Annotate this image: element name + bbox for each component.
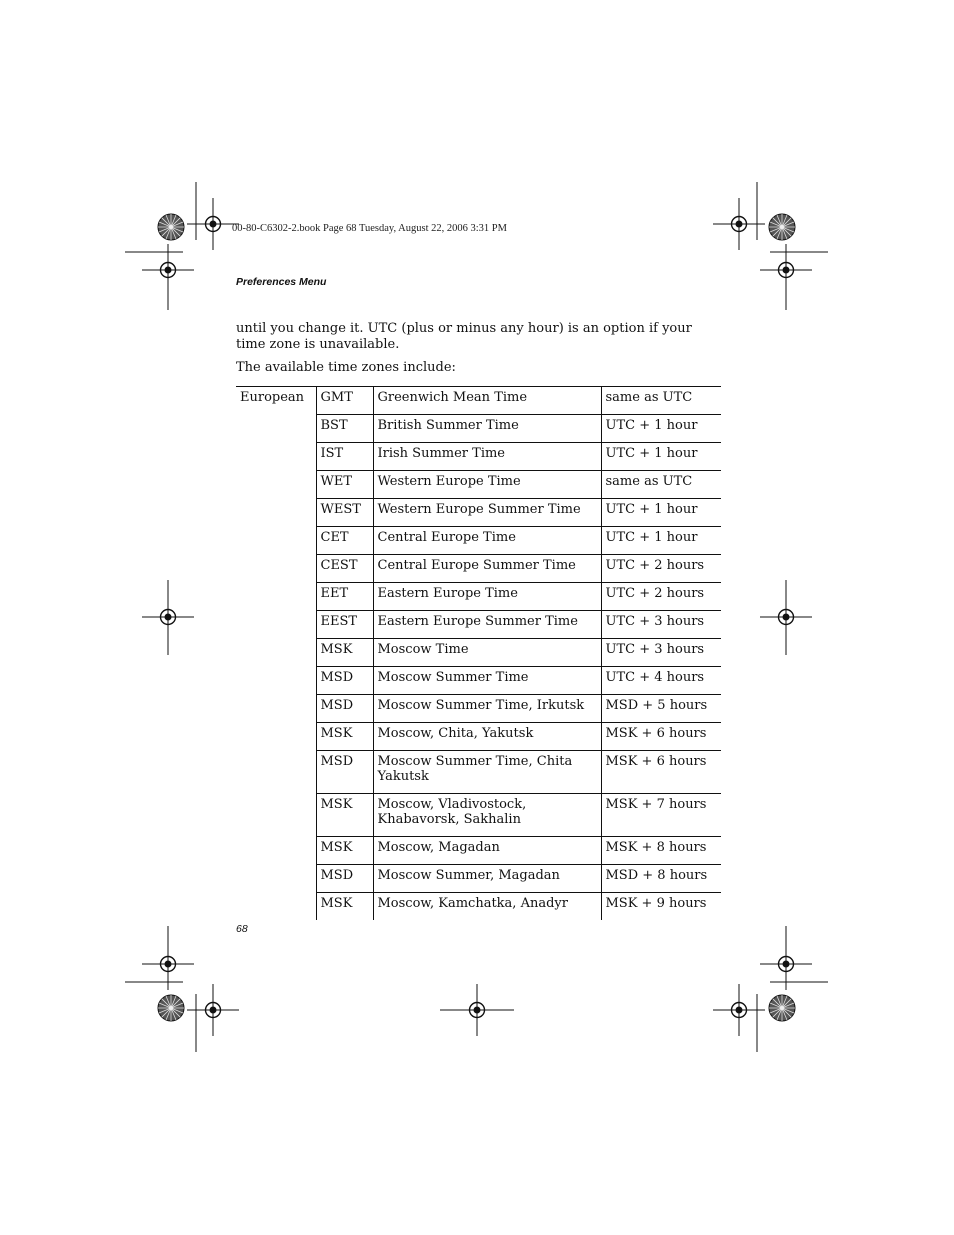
zone-offset-cell: UTC + 3 hours	[601, 639, 721, 667]
table-row	[236, 751, 721, 794]
table-row	[236, 583, 721, 611]
zone-name-cell: Moscow, Vladivostock, Khabavorsk, Sakhalin	[373, 794, 601, 837]
table-row	[236, 723, 721, 751]
zone-name-cell: Western Europe Summer Time	[373, 499, 601, 527]
zone-offset-cell: MSK + 8 hours	[601, 837, 721, 865]
zone-offset-cell: same as UTC	[601, 471, 721, 499]
table-row	[236, 443, 721, 471]
zone-offset-cell: UTC + 3 hours	[601, 611, 721, 639]
table-row	[236, 499, 721, 527]
zone-offset-cell: UTC + 2 hours	[601, 555, 721, 583]
table-row	[236, 471, 721, 499]
region-cell	[236, 499, 316, 527]
zone-code-cell: WET	[316, 471, 373, 499]
region-cell	[236, 415, 316, 443]
table-row	[236, 527, 721, 555]
region-cell	[236, 865, 316, 893]
zone-name-cell: Moscow, Kamchatka, Anadyr	[373, 893, 601, 921]
zone-code-cell: MSK	[316, 639, 373, 667]
table-row	[236, 667, 721, 695]
zone-name-cell: Moscow Summer Time, Chita Yakutsk	[373, 751, 601, 794]
zone-offset-cell: UTC + 1 hour	[601, 443, 721, 471]
region-cell	[236, 695, 316, 723]
table-row	[236, 415, 721, 443]
zone-offset-cell: MSK + 6 hours	[601, 751, 721, 794]
region-cell	[236, 794, 316, 837]
zone-code-cell: GMT	[316, 387, 373, 415]
table-row	[236, 611, 721, 639]
region-cell	[236, 751, 316, 794]
zone-offset-cell: UTC + 1 hour	[601, 499, 721, 527]
zone-offset-cell: MSK + 6 hours	[601, 723, 721, 751]
zone-offset-cell: UTC + 2 hours	[601, 583, 721, 611]
region-cell	[236, 583, 316, 611]
slug-line: 00-80-C6302-2.book Page 68 Tuesday, August 22, 2006 3:31 PM	[232, 223, 507, 234]
table-row	[236, 865, 721, 893]
zone-offset-cell: UTC + 1 hour	[601, 527, 721, 555]
zone-offset-cell: UTC + 4 hours	[601, 667, 721, 695]
table-row	[236, 639, 721, 667]
table-row	[236, 387, 721, 415]
table-row	[236, 695, 721, 723]
zone-code-cell: MSD	[316, 751, 373, 794]
zone-code-cell: CET	[316, 527, 373, 555]
zone-name-cell: Moscow Time	[373, 639, 601, 667]
zone-name-cell: Western Europe Time	[373, 471, 601, 499]
region-cell	[236, 611, 316, 639]
running-head: Preferences Menu	[236, 276, 327, 288]
zone-name-cell: Moscow Summer Time	[373, 667, 601, 695]
zone-code-cell: MSD	[316, 865, 373, 893]
zone-name-cell: Irish Summer Time	[373, 443, 601, 471]
region-cell	[236, 471, 316, 499]
region-cell	[236, 893, 316, 921]
zone-offset-cell: MSD + 8 hours	[601, 865, 721, 893]
zone-name-cell: Moscow Summer Time, Irkutsk	[373, 695, 601, 723]
page-number: 68	[236, 923, 248, 935]
zone-code-cell: MSK	[316, 837, 373, 865]
body-paragraph-1: until you change it. UTC (plus or minus any hour) is an option if your time zone is unavailable.	[236, 321, 692, 352]
table-row	[236, 794, 721, 837]
zone-code-cell: BST	[316, 415, 373, 443]
region-cell: European	[236, 387, 316, 415]
zone-offset-cell: MSK + 7 hours	[601, 794, 721, 837]
zone-name-cell: Central Europe Time	[373, 527, 601, 555]
zone-code-cell: CEST	[316, 555, 373, 583]
region-cell	[236, 667, 316, 695]
zone-name-cell: Moscow Summer, Magadan	[373, 865, 601, 893]
zone-name-cell: Eastern Europe Time	[373, 583, 601, 611]
zone-code-cell: MSD	[316, 695, 373, 723]
zone-code-cell: WEST	[316, 499, 373, 527]
zone-offset-cell: same as UTC	[601, 387, 721, 415]
region-cell	[236, 527, 316, 555]
time-zone-table-body	[236, 387, 721, 921]
zone-code-cell: MSD	[316, 667, 373, 695]
time-zone-table	[236, 386, 721, 920]
table-row	[236, 893, 721, 921]
region-cell	[236, 723, 316, 751]
zone-code-cell: EEST	[316, 611, 373, 639]
zone-code-cell: MSK	[316, 794, 373, 837]
zone-name-cell: Moscow, Magadan	[373, 837, 601, 865]
zone-code-cell: EET	[316, 583, 373, 611]
body-paragraph-2: The available time zones include:	[236, 360, 456, 375]
zone-code-cell: IST	[316, 443, 373, 471]
zone-name-cell: Eastern Europe Summer Time	[373, 611, 601, 639]
zone-name-cell: Central Europe Summer Time	[373, 555, 601, 583]
region-cell	[236, 443, 316, 471]
region-cell	[236, 639, 316, 667]
zone-name-cell: Moscow, Chita, Yakutsk	[373, 723, 601, 751]
zone-offset-cell: UTC + 1 hour	[601, 415, 721, 443]
region-cell	[236, 555, 316, 583]
table-row	[236, 837, 721, 865]
zone-code-cell: MSK	[316, 723, 373, 751]
table-row	[236, 555, 721, 583]
zone-name-cell: Greenwich Mean Time	[373, 387, 601, 415]
region-cell	[236, 837, 316, 865]
zone-offset-cell: MSD + 5 hours	[601, 695, 721, 723]
zone-code-cell: MSK	[316, 893, 373, 921]
zone-name-cell: British Summer Time	[373, 415, 601, 443]
zone-offset-cell: MSK + 9 hours	[601, 893, 721, 921]
